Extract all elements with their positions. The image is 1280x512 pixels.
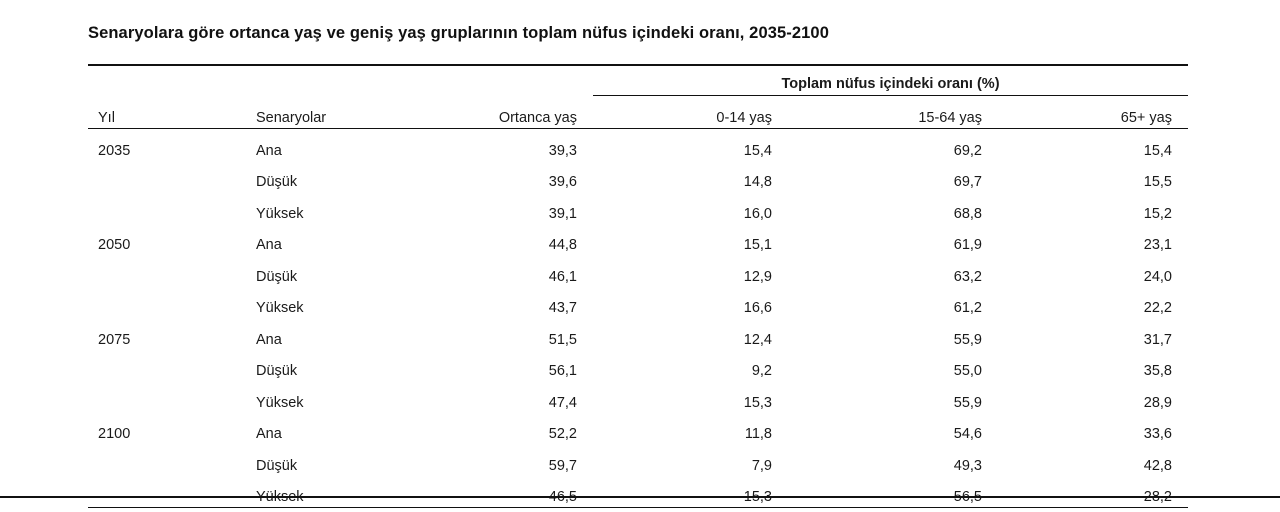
cell-scenario: Ana (256, 237, 282, 253)
table-row (88, 161, 1188, 193)
cell-age-65-plus: 15,2 (1143, 205, 1172, 222)
table-row (88, 476, 1188, 508)
cell-median-age: 56,1 (548, 363, 577, 379)
cell-median-age: 39,3 (548, 142, 577, 159)
cell-age-15-64: 55,9 (953, 331, 982, 348)
cell-scenario: Yüksek (256, 205, 304, 222)
cell-median-age: 47,4 (548, 394, 577, 411)
cell-scenario: Yüksek (256, 394, 304, 411)
cell-median-age: 59,7 (548, 457, 577, 474)
cell-age-0-14: 15,4 (743, 142, 772, 159)
cell-year: 2035 (98, 142, 131, 159)
page-title: Senaryolara göre ortanca yaş ve geniş yaş gruplarının toplam nüfus içindeki oranı, 2035-2100 (88, 24, 829, 42)
cell-age-0-14: 7,9 (751, 457, 772, 474)
cell-scenario: Düşük (256, 363, 298, 379)
spacer-cell-median (453, 65, 593, 96)
cell-age-0-14: 14,8 (743, 174, 772, 190)
cell-age-15-64: 69,7 (953, 174, 982, 190)
column-header-year: Yıl (98, 110, 115, 126)
cell-median-age: 43,7 (548, 300, 577, 316)
table-column-header-row (88, 96, 1188, 127)
cell-age-15-64: 61,2 (953, 300, 982, 316)
cell-age-65-plus: 35,8 (1143, 363, 1172, 379)
cell-scenario: Düşük (256, 457, 298, 474)
cell-age-15-64: 68,8 (953, 205, 982, 222)
cell-age-65-plus: 28,2 (1143, 489, 1172, 505)
cell-age-15-64: 55,0 (953, 363, 982, 379)
cell-scenario: Ana (256, 142, 282, 159)
cell-age-65-plus: 15,5 (1143, 174, 1172, 190)
table-group-header-row (88, 65, 1188, 96)
cell-median-age: 44,8 (548, 237, 577, 253)
column-header-median-age: Ortanca yaş (498, 110, 577, 126)
cell-scenario: Yüksek (256, 489, 304, 505)
cell-age-65-plus: 33,6 (1143, 426, 1172, 442)
cell-age-0-14: 15,1 (743, 237, 772, 253)
cell-age-65-plus: 15,4 (1143, 142, 1172, 159)
page-footer-rule (0, 496, 1280, 498)
cell-age-0-14: 12,4 (743, 331, 772, 348)
cell-median-age: 46,1 (548, 268, 577, 285)
column-header-age-15-64: 15-64 yaş (918, 110, 982, 126)
cell-age-0-14: 12,9 (743, 268, 772, 285)
cell-median-age: 52,2 (548, 426, 577, 442)
cell-age-0-14: 16,0 (743, 205, 772, 222)
cell-year (88, 287, 248, 319)
cell-age-0-14: 15,3 (743, 489, 772, 505)
cell-age-15-64: 63,2 (953, 268, 982, 285)
table-row (88, 444, 1188, 476)
cell-age-0-14: 15,3 (743, 394, 772, 411)
cell-age-15-64: 55,9 (953, 394, 982, 411)
cell-year (88, 255, 248, 287)
cell-year (88, 381, 248, 413)
cell-scenario: Ana (256, 331, 282, 348)
cell-age-15-64: 49,3 (953, 457, 982, 474)
cell-year: 2100 (98, 426, 131, 442)
spacer-cell-year (88, 65, 248, 96)
cell-median-age: 39,1 (548, 205, 577, 222)
table-row (88, 224, 1188, 256)
table-bottom-rule (88, 508, 1188, 512)
spacer-cell-scenario (248, 65, 453, 96)
cell-year (88, 444, 248, 476)
cell-scenario: Ana (256, 426, 282, 442)
table-row (88, 255, 1188, 287)
cell-age-15-64: 61,9 (953, 237, 982, 253)
group-header-share-of-total-population: Toplam nüfus içindeki oranı (%) (593, 65, 1188, 96)
cell-age-65-plus: 23,1 (1143, 237, 1172, 253)
cell-year (88, 192, 248, 224)
cell-age-15-64: 69,2 (953, 142, 982, 159)
cell-scenario: Yüksek (256, 300, 304, 316)
cell-age-65-plus: 42,8 (1143, 457, 1172, 474)
table-body (88, 58, 1188, 512)
table-row (88, 192, 1188, 224)
column-header-scenarios: Senaryolar (256, 110, 327, 126)
cell-year (88, 161, 248, 193)
table-row (88, 318, 1188, 350)
cell-year (88, 476, 248, 508)
cell-age-65-plus: 31,7 (1143, 331, 1172, 348)
table-row (88, 381, 1188, 413)
column-header-age-65-plus: 65+ yaş (1120, 110, 1172, 126)
cell-age-0-14: 9,2 (751, 363, 772, 379)
cell-year: 2075 (98, 331, 131, 348)
table-container (88, 58, 1188, 512)
cell-median-age: 39,6 (548, 174, 577, 190)
cell-age-65-plus: 24,0 (1143, 268, 1172, 285)
cell-age-0-14: 16,6 (743, 300, 772, 316)
cell-age-65-plus: 22,2 (1143, 300, 1172, 316)
population-projection-table (88, 58, 1188, 512)
cell-year: 2050 (98, 237, 131, 253)
cell-year (88, 350, 248, 382)
cell-age-65-plus: 28,9 (1143, 394, 1172, 411)
cell-age-0-14: 11,8 (744, 426, 772, 442)
table-row (88, 287, 1188, 319)
cell-age-15-64: 54,6 (953, 426, 982, 442)
cell-median-age: 51,5 (548, 331, 577, 348)
cell-scenario: Düşük (256, 268, 298, 285)
table-row (88, 413, 1188, 445)
cell-median-age: 46,5 (548, 489, 577, 505)
table-row (88, 350, 1188, 382)
table-top-rule (88, 58, 1188, 65)
cell-age-15-64: 56,5 (953, 489, 982, 505)
table-row (88, 129, 1188, 161)
column-header-age-0-14: 0-14 yaş (716, 110, 772, 126)
cell-scenario: Düşük (256, 174, 298, 190)
